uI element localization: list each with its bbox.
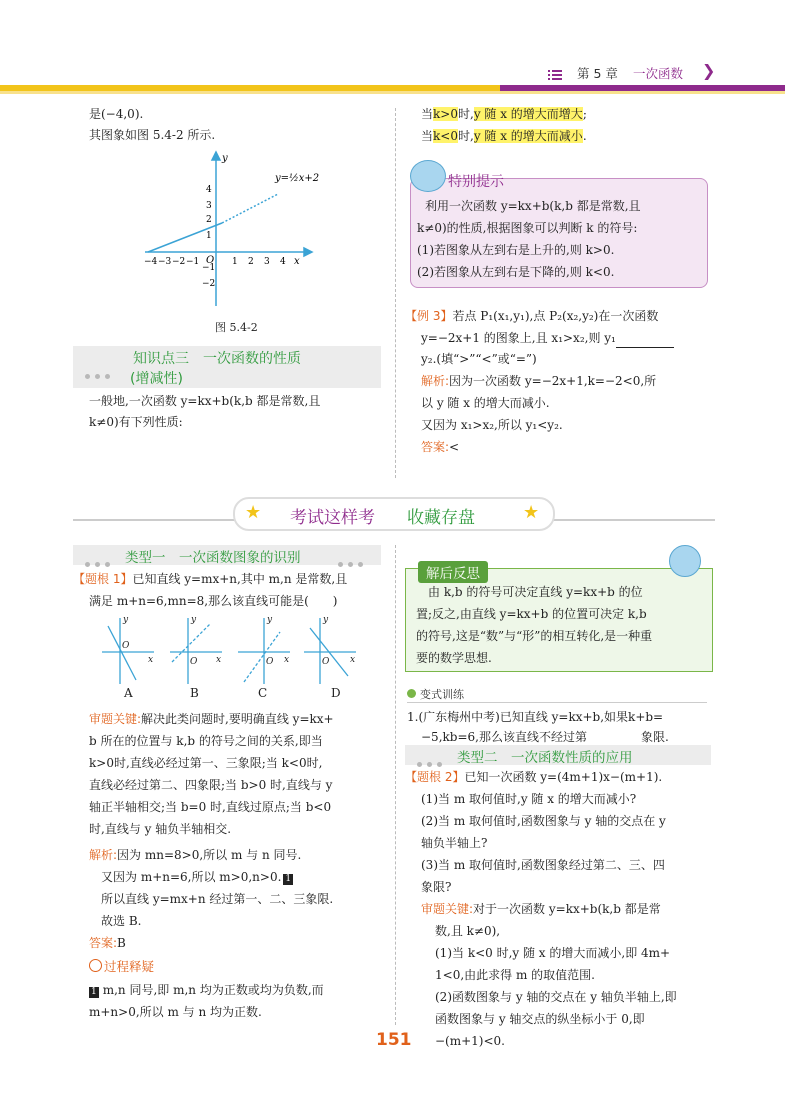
- process-line: m+n>0,所以 m 与 n 均为正数.: [89, 1005, 262, 1019]
- option-graphs: [98, 612, 368, 700]
- q1-key: k>0时,直线必经过第一、三象限;当 k<0时,: [89, 756, 323, 770]
- origin-label: O: [206, 255, 215, 266]
- q2-key: (2)函数图象与 y 轴的交点在 y 轴负半轴上,即: [435, 990, 677, 1004]
- property-line-2: 当k<0时,y 随 x 的增大而减小.: [421, 129, 587, 143]
- leaf-icon: [407, 689, 416, 698]
- process-title: 过程释疑: [89, 957, 154, 975]
- type2-title: 类型二 一次函数性质的应用: [457, 750, 633, 766]
- variant-rule: [407, 702, 707, 703]
- x-tick-label: −3: [158, 257, 172, 267]
- x-tick-label: 3: [264, 257, 270, 267]
- q2-line: (1)当 m 取何值时,y 随 x 的增大而减小?: [421, 792, 637, 806]
- y-tick-label: 1: [206, 231, 212, 241]
- banner-text-1: 考试这样考: [290, 508, 375, 528]
- menu-icon: [548, 66, 562, 78]
- y-tick-label: −2: [202, 279, 216, 289]
- q1-sol: 解析:因为 mn=8>0,所以 m 与 n 同号.: [89, 848, 302, 862]
- svg-text:x: x: [284, 655, 290, 665]
- q2-key: 数,且 k≠0),: [435, 924, 501, 938]
- svg-text:y: y: [191, 615, 197, 625]
- svg-text:O: O: [190, 657, 198, 667]
- svg-text:O: O: [122, 641, 130, 651]
- ex3-sol: 以 y 随 x 的增大而减小.: [421, 396, 550, 410]
- svg-text:x: x: [350, 655, 356, 665]
- y-tick-label: 2: [206, 215, 212, 225]
- q1-line: 【题根 1】已知直线 y=mx+n,其中 m,n 是常数,且: [73, 572, 348, 586]
- q1-answer: 答案:B: [89, 936, 126, 950]
- q1-sol: 所以直线 y=mx+n 经过第一、二、三象限.: [101, 892, 334, 906]
- reflect-line: 要的数学思想.: [416, 651, 492, 665]
- text-line: 其图象如图 5.4-2 所示.: [89, 128, 216, 142]
- svg-text:y: y: [267, 615, 273, 625]
- tip-line: 利用一次函数 y=kx+b(k,b 都是常数,且: [425, 199, 641, 213]
- magnifier-icon: [89, 959, 102, 972]
- tip-line: (2)若图象从左到右是下降的,则 k<0.: [417, 265, 615, 279]
- text-line: 一般地,一次函数 y=kx+b(k,b 都是常数,且: [89, 394, 321, 408]
- q2-line: 象限?: [421, 880, 452, 894]
- text-line: 是(−4,0).: [89, 107, 144, 121]
- dots-icon: [338, 552, 368, 571]
- type1-title: 类型一 一次函数图象的识别: [125, 550, 301, 566]
- ex3-answer: 答案:<: [421, 440, 460, 454]
- axis-label-x: x: [294, 256, 300, 267]
- svg-text:O: O: [322, 657, 330, 667]
- chapter-title: 一次函数: [633, 66, 684, 81]
- badge-1: 1: [91, 987, 97, 997]
- ex3-line: 【例 3】若点 P₁(x₁,y₁),点 P₂(x₂,y₂)在一次函数: [405, 309, 659, 323]
- q1-sol: 又因为 m+n=6,所以 m>0,n>0. 1: [101, 870, 292, 884]
- figure-caption: 图 5.4-2: [215, 321, 258, 334]
- variant-line: 1.(广东梅州中考)已知直线 y=kx+b,如果k+b=: [407, 710, 664, 724]
- chapter-label: 第 5 章: [577, 66, 618, 81]
- svg-text:x: x: [216, 655, 222, 665]
- q1-key: 轴正半轴相交;当 b=0 时,直线过原点;当 b<0: [89, 800, 332, 814]
- header-rule: [0, 91, 785, 94]
- chevron-right-icon: ❯: [702, 61, 716, 80]
- q2-line: (2)当 m 取何值时,函数图象与 y 轴的交点在 y: [421, 814, 666, 828]
- type2-box: [405, 745, 711, 765]
- tip-title: 特别提示: [448, 174, 504, 190]
- figure-graph: [140, 148, 320, 313]
- reflect-title: 解后反思: [418, 561, 488, 583]
- svg-text:O: O: [266, 657, 274, 667]
- ex3-line: y=−2x+1 的图象上,且 x₁>x₂,则 y₁: [421, 329, 674, 348]
- dots-icon: [85, 552, 115, 571]
- x-tick-label: 1: [232, 257, 238, 267]
- q2-key: (1)当 k<0 时,y 随 x 的增大而减小,即 4m+: [435, 946, 671, 960]
- property-line-1: 当k>0时,y 随 x 的增大而增大;: [421, 107, 587, 121]
- ex3-line: y₂.(填“>”“<”或“=”): [421, 352, 537, 366]
- q1-sol: 故选 B.: [101, 914, 142, 928]
- y-tick-label: 4: [206, 185, 212, 195]
- column-divider: [395, 108, 397, 478]
- star-icon: ★: [245, 502, 262, 523]
- process-line: 1 m,n 同号,即 m,n 均为正数或均为负数,而: [91, 983, 324, 997]
- reflect-box: [405, 568, 713, 672]
- option-label-c[interactable]: C: [258, 686, 268, 700]
- variant-title: 变式训练: [407, 686, 464, 702]
- elephant-icon: [410, 160, 446, 192]
- reflect-line: 由 k,b 的符号可决定直线 y=kx+b 的位: [428, 585, 643, 599]
- q1-key: b 所在的位置与 k,b 的符号之间的关系,即当: [89, 734, 323, 748]
- y-tick-label: 3: [206, 201, 212, 211]
- badge-1: 1: [285, 874, 292, 884]
- ex3-sol: 又因为 x₁>x₂,所以 y₁<y₂.: [421, 418, 563, 432]
- y-tick-label: −1: [202, 263, 216, 273]
- header-bar: [0, 56, 785, 86]
- axis-label-y: y: [222, 153, 228, 164]
- graph-equation: y=½x+2: [275, 173, 320, 184]
- elephant-icon: [669, 545, 701, 577]
- tip-line: (1)若图象从左到右是上升的,则 k>0.: [417, 243, 615, 257]
- svg-text:y: y: [123, 615, 129, 625]
- q2-key: 函数图象与 y 轴交点的纵坐标小于 0,即: [435, 1012, 645, 1026]
- q2-key: 1<0,由此求得 m 的取值范围.: [435, 968, 595, 982]
- dots-icon: [85, 364, 115, 383]
- tip-line: k≠0)的性质,根据图象可以判断 k 的符号:: [417, 221, 638, 235]
- kp3-title: 知识点三 一次函数的性质: [133, 351, 301, 367]
- tip-box: [410, 178, 708, 288]
- banner-text-2: 收藏存盘: [407, 508, 475, 528]
- q1-key: 审题关键:解决此类问题时,要明确直线 y=kx+: [89, 712, 334, 726]
- q2-line: 【题根 2】已知一次函数 y=(4m+1)x−(m+1).: [405, 770, 663, 784]
- kp3-title-2: (增减性): [130, 371, 183, 387]
- ex3-sol: 解析:因为一次函数 y=−2x+1,k=−2<0,所: [421, 374, 657, 388]
- star-icon: ★: [523, 502, 540, 523]
- q2-line: (3)当 m 取何值时,函数图象经过第二、三、四: [421, 858, 665, 872]
- q1-key: 时,直线与 y 轴负半轴相交.: [89, 822, 232, 836]
- reflect-line: 置;反之,由直线 y=kx+b 的位置可决定 k,b: [416, 607, 647, 621]
- reflect-line: 的符号,这是“数”与“形”的相互转化,是一种重: [416, 629, 653, 643]
- q2-line: 轴负半轴上?: [421, 836, 488, 850]
- x-tick-label: −2: [172, 257, 186, 267]
- svg-text:x: x: [148, 655, 154, 665]
- q2-key: 审题关键:对于一次函数 y=kx+b(k,b 都是常: [421, 902, 661, 916]
- q1-key: 直线必经过第二、四象限;当 b>0 时,直线与 y: [89, 778, 333, 792]
- x-tick-label: −4: [144, 257, 158, 267]
- banner: [233, 497, 555, 531]
- kp3-box: [73, 346, 381, 388]
- svg-text:y: y: [323, 615, 329, 625]
- column-divider: [395, 545, 397, 1025]
- x-tick-label: 2: [248, 257, 254, 267]
- variant-line: −5,kb=6,那么该直线不经过第 象限.: [421, 728, 669, 747]
- x-tick-label: −1: [186, 257, 200, 267]
- x-tick-label: 4: [280, 257, 286, 267]
- page-number: 151: [376, 1030, 412, 1050]
- text-line: k≠0)有下列性质:: [89, 415, 183, 429]
- q1-line: 满足 m+n=6,mn=8,那么该直线可能是( ): [89, 594, 338, 608]
- option-label-a[interactable]: A: [124, 686, 133, 700]
- type1-box: [73, 545, 381, 565]
- option-label-d[interactable]: D: [331, 686, 341, 700]
- q2-key: −(m+1)<0.: [435, 1034, 505, 1048]
- option-label-b[interactable]: B: [190, 686, 199, 700]
